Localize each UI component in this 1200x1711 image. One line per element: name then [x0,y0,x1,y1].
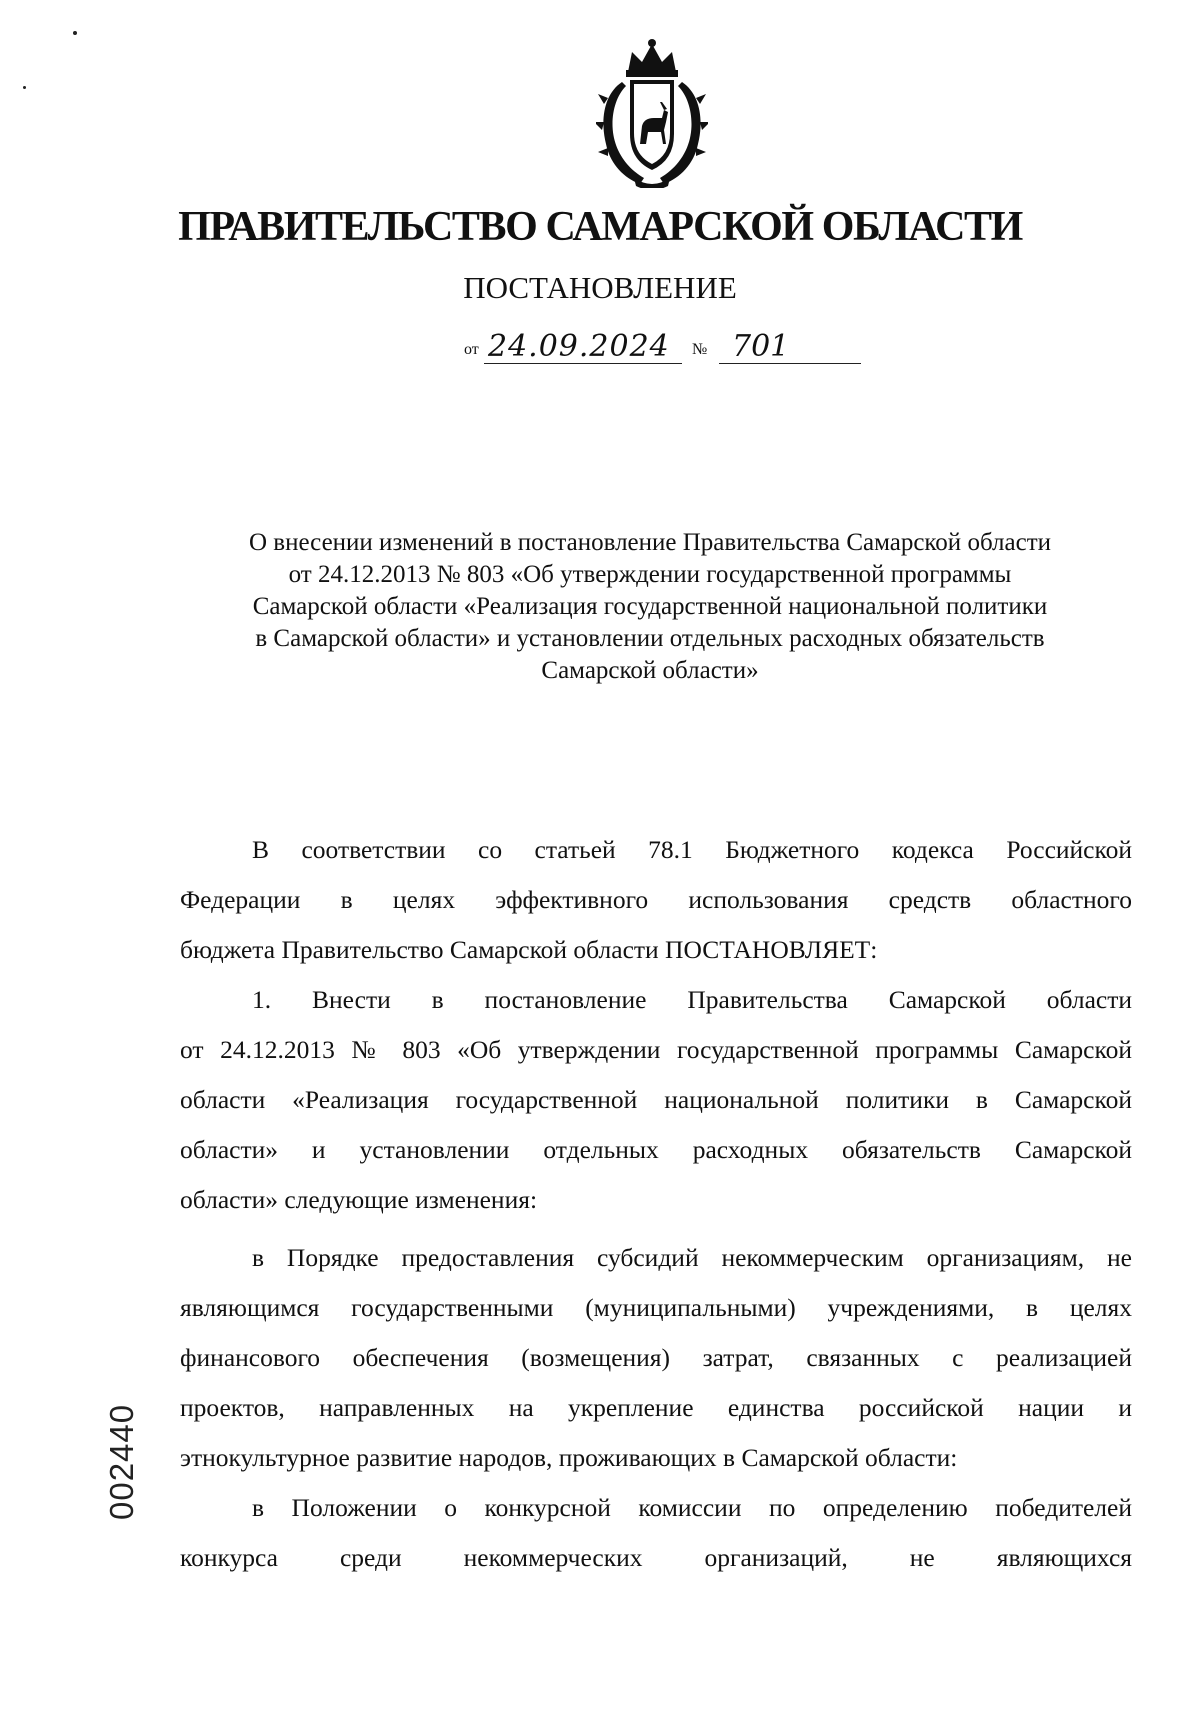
samara-coat-of-arms-icon [596,38,708,188]
number-underline [719,363,861,364]
body-line: Федерации в целях эффективного использования средств областного [180,885,1132,914]
body-line: конкурса среди некоммерческих организаций, не являющихся [180,1543,1132,1572]
body-line: области» следующие изменения: [180,1185,538,1214]
scan-speck [73,31,77,35]
body-line: в Положении о конкурсной комиссии по определению победителей [252,1493,1132,1522]
subject-line: в Самарской области» и установлении отдельных расходных обязательств [255,625,1045,652]
body-line: 1. Внести в постановление Правительства Самарской области [252,985,1132,1014]
body-line: финансового обеспечения (возмещения) затрат, связанных с реализацией [180,1343,1132,1372]
document-number: 701 [732,329,790,364]
body-line: в Порядке предоставления субсидий некоммерческим организациям, не [252,1243,1132,1272]
body-line: этнокультурное развитие народов, проживающих в Самарской области: [180,1443,958,1472]
document-date: 24.09.2024 [488,329,670,364]
scan-speck [23,86,26,89]
subject-line: Самарской области» [541,657,759,684]
body-line: проектов, направленных на укрепление единства российской нации и [180,1393,1132,1422]
body-line: области» и установлении отдельных расходных обязательств Самарской [180,1135,1132,1164]
date-number-line [464,329,864,369]
subject-line: от 24.12.2013 № 803 «Об утверждении государственной программы [288,561,1012,588]
body-line: В соответствии со статьей 78.1 Бюджетного кодекса Российской [252,835,1132,864]
document-subject [180,527,1120,687]
subject-line: О внесении изменений в постановление Правительства Самарской области [248,529,1052,556]
document-type: ПОСТАНОВЛЕНИЕ [463,270,737,305]
government-title: ПРАВИТЕЛЬСТВО САМАРСКОЙ ОБЛАСТИ [178,204,1022,250]
subject-line: Самарской области «Реализация государственной национальной политики [252,593,1048,620]
paragraph-gap [180,1225,1132,1233]
date-underline [484,363,682,364]
date-prefix: от [464,341,479,358]
number-prefix: № [692,341,708,358]
body-line: от 24.12.2013 № 803 «Об утверждении государственной программы Самарской [180,1035,1132,1064]
body-line: являющимся государственными (муниципальными) учреждениями, в целях [180,1293,1132,1322]
document-body [180,825,1132,1583]
body-line: области «Реализация государственной национальной политики в Самарской [180,1085,1132,1114]
side-stamp-number: 002440 [103,1403,140,1520]
body-line: бюджета Правительство Самарской области ПОСТАНОВЛЯЕТ: [180,935,878,964]
